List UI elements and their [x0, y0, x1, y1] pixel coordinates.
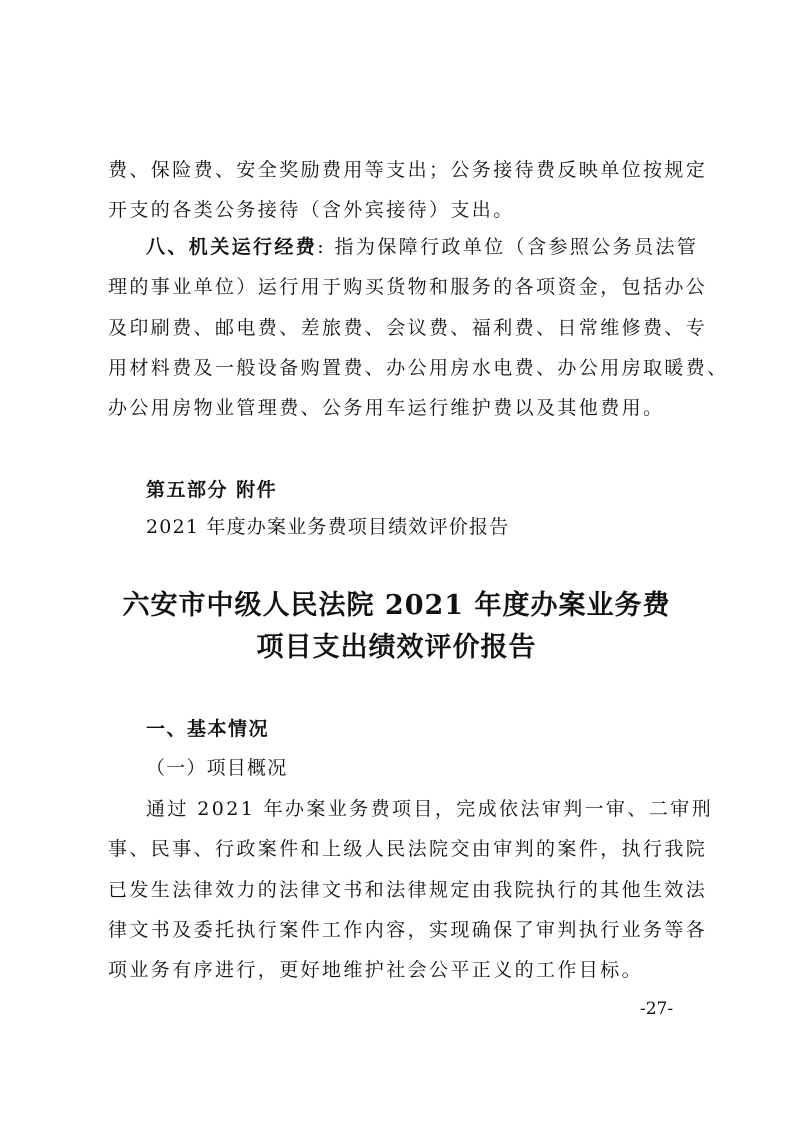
- report-title-line2: 项目支出绩效评价报告: [256, 632, 537, 663]
- paragraph-line: 办公用房物业管理费、公务用车运行维护费以及其他费用。: [108, 397, 665, 419]
- paragraph-line: 用材料费及一般设备购置费、办公用房水电费、办公用房取暖费、: [108, 357, 729, 379]
- page-number: -27-: [640, 999, 674, 1019]
- section8-colon: :: [317, 236, 327, 258]
- report-title-line1: 六安市中级人民法院 2021 年度办案业务费: [122, 590, 671, 621]
- section8-label: 八、机关运行经费: [146, 236, 318, 258]
- paragraph-line: 已发生法律效力的法律文书和法律规定由我院执行的其他生效法: [108, 879, 708, 901]
- part5-heading: 第五部分 附件: [146, 479, 278, 501]
- paragraph-line: 费、保险费、安全奖励费用等支出；公务接待费反映单位按规定: [108, 159, 708, 181]
- basic-info-heading: 一、基本情况: [146, 718, 270, 740]
- project-overview-subheading: （一）项目概况: [146, 757, 288, 779]
- paragraph-line: 及印刷费、邮电费、差旅费、会议费、福利费、日常维修费、专: [108, 317, 708, 339]
- paragraph-line: 律文书及委托执行案件工作内容，实现确保了审判执行业务等各: [108, 919, 708, 941]
- paragraph-line: 通过 2021 年办案业务费项目，完成依法审判一审、二审刑: [146, 798, 714, 820]
- paragraph-line: 项业务有序进行，更好地维护社会公平正义的工作目标。: [108, 959, 644, 981]
- attachment-item: 2021 年度办案业务费项目绩效评价报告: [146, 516, 510, 538]
- section8-first-line: [146, 233, 698, 261]
- paragraph-line: 事、民事、行政案件和上级人民法院交由审判的案件，执行我院: [108, 838, 708, 860]
- paragraph-line: 理的事业单位）运行用于购买货物和服务的各项资金，包括办公: [108, 276, 708, 298]
- paragraph-line: 开支的各类公务接待（含外宾接待）支出。: [108, 199, 515, 221]
- section8-text: 指为保障行政单位（含参照公务员法管: [334, 236, 699, 258]
